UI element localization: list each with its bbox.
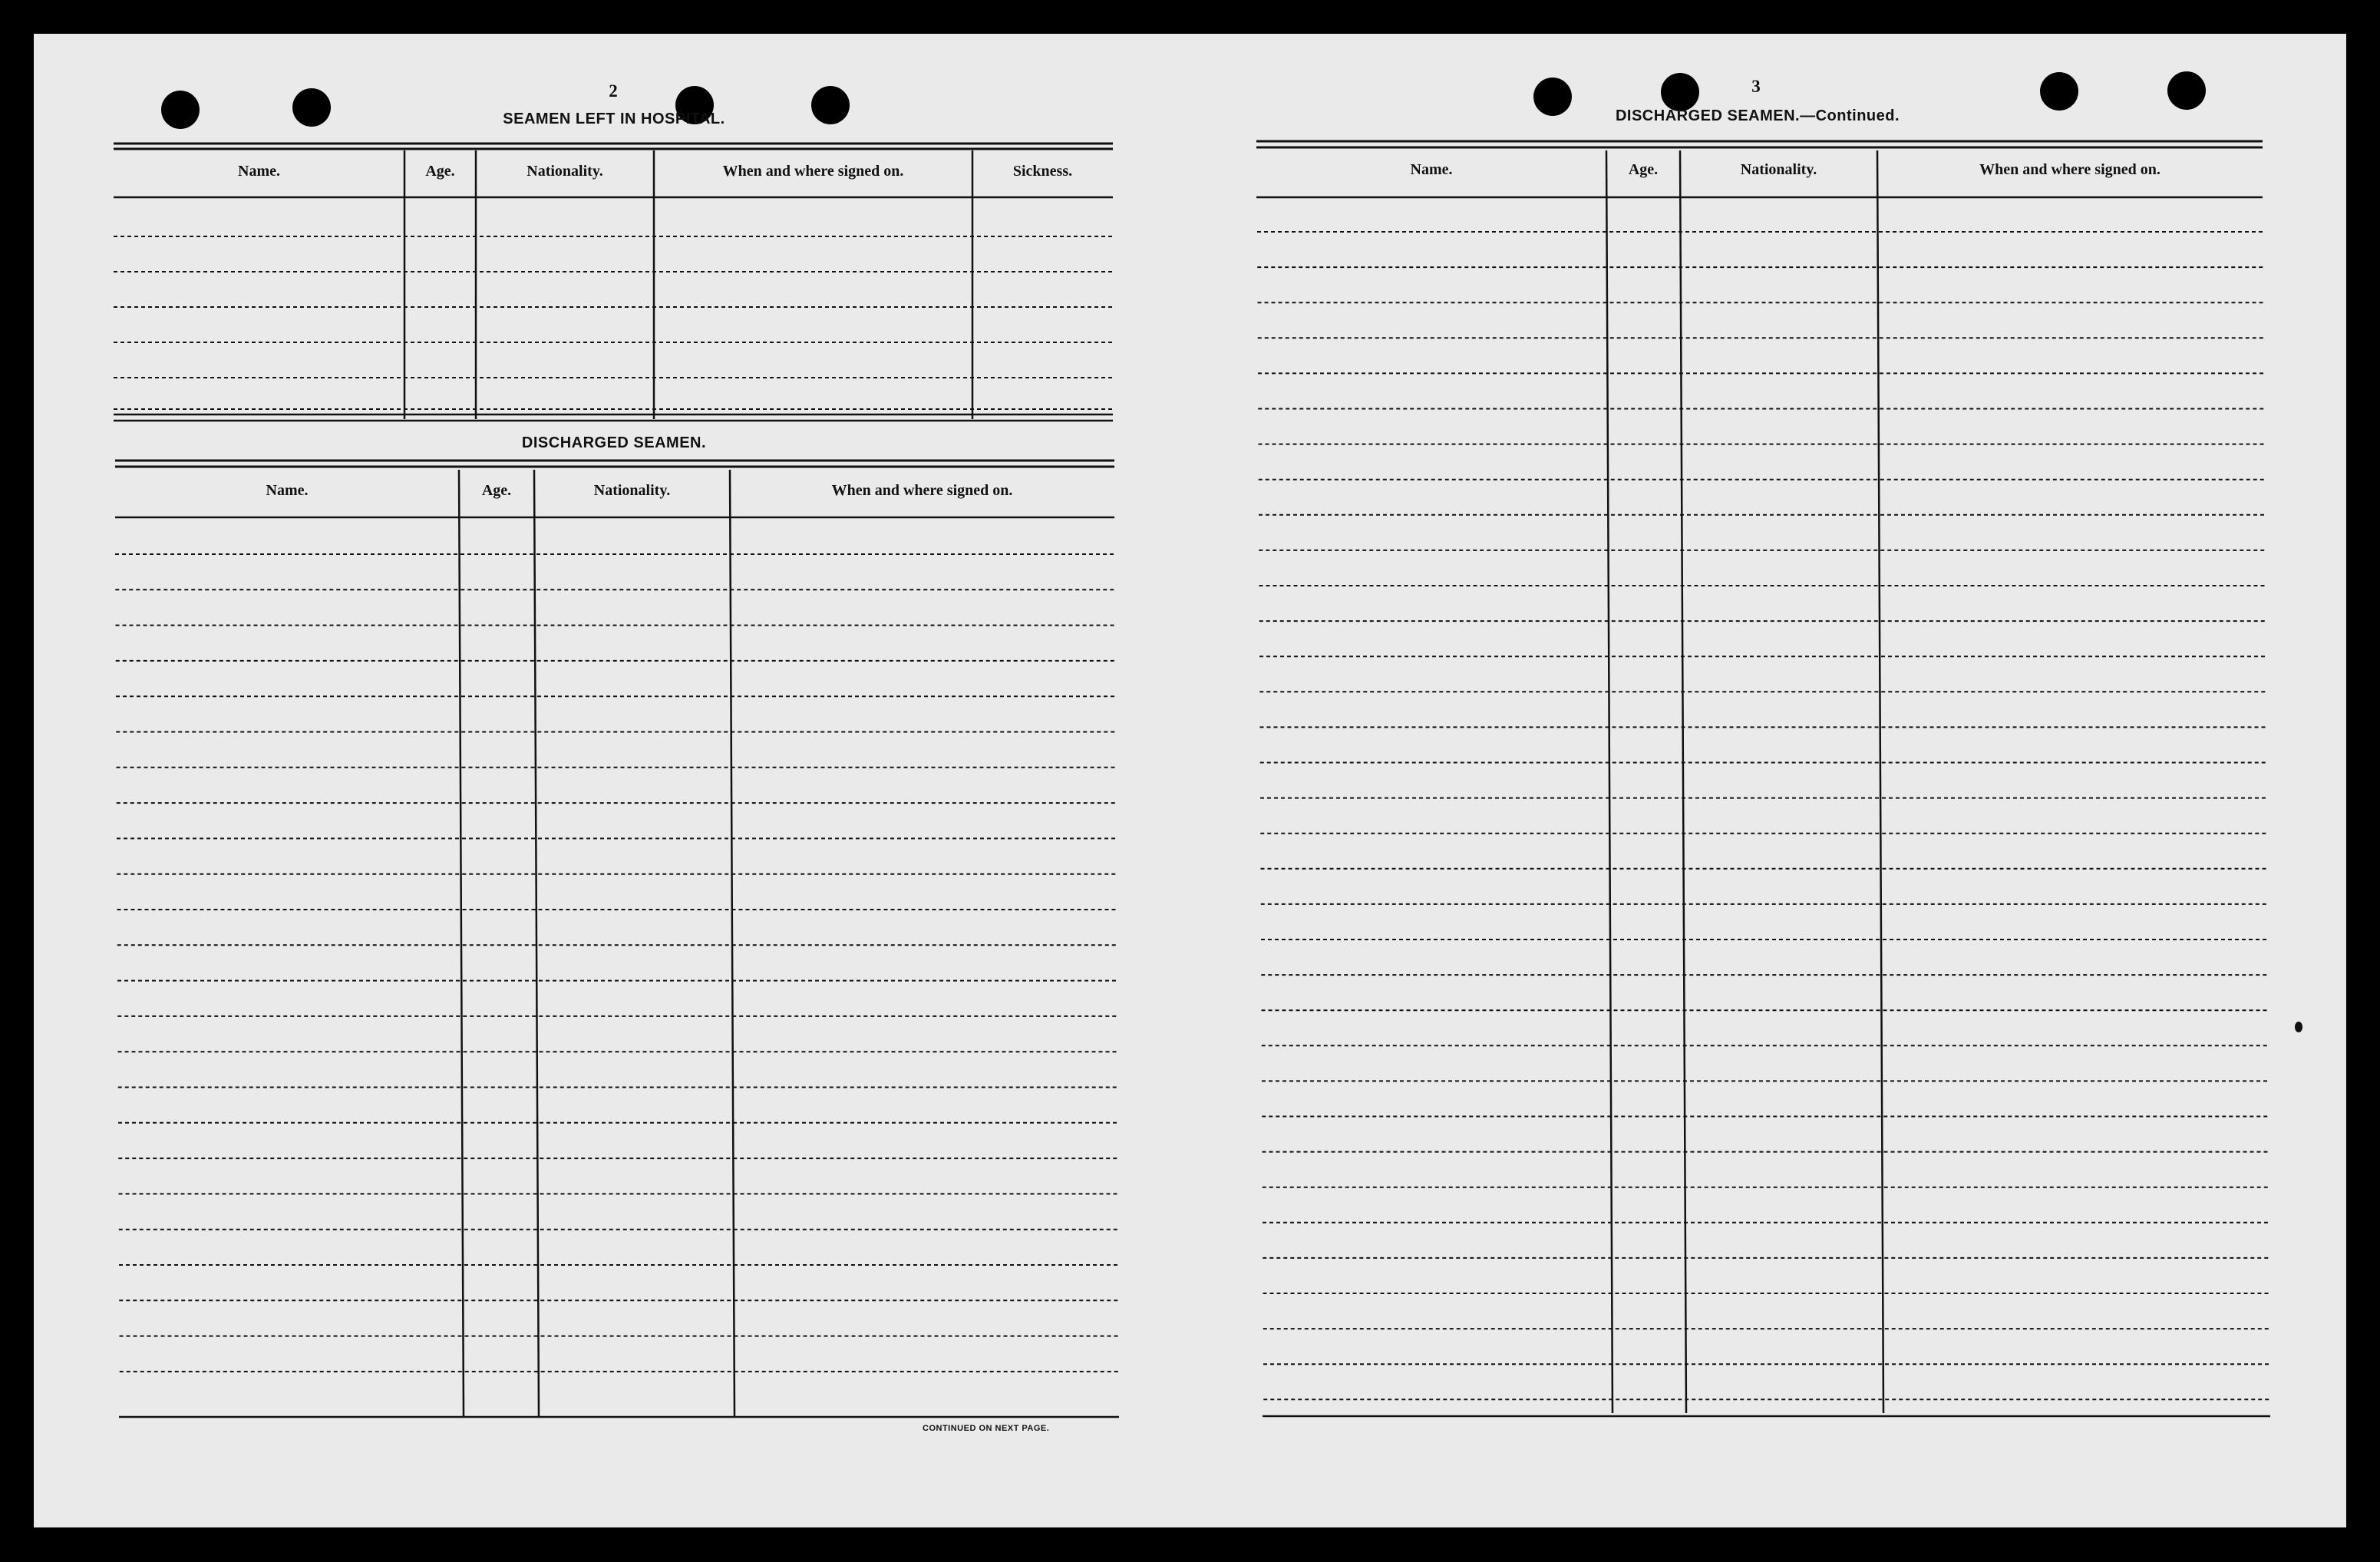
discharged-col-name: Name. [266, 482, 309, 499]
continued-col-age: Age. [1628, 161, 1659, 178]
hospital-col-nationality: Nationality. [527, 163, 603, 180]
hospital-col-name: Name. [238, 163, 280, 180]
continued-col-name: Name. [1410, 161, 1453, 178]
discharged-col-signed-on: When and where signed on. [831, 482, 1013, 499]
discharged-col-nationality: Nationality. [593, 482, 671, 499]
hospital-col-age: Age. [425, 163, 455, 180]
hospital-section-title: SEAMEN LEFT IN HOSPITAL. [503, 111, 725, 127]
hospital-col-signed-on: When and where signed on. [722, 163, 904, 180]
discharged-section-title: DISCHARGED SEAMEN. [521, 434, 707, 451]
continued-col-nationality: Nationality. [1740, 161, 1817, 178]
page-number-left: 2 [609, 81, 618, 101]
discharged-continued-title: DISCHARGED SEAMEN.—Continued. [1615, 107, 1900, 124]
continued-col-signed-on: When and where signed on. [1979, 161, 2160, 178]
page-number-right: 3 [1751, 77, 1761, 96]
hospital-col-sickness: Sickness. [1012, 163, 1073, 180]
continued-footer: CONTINUED ON NEXT PAGE. [923, 1424, 1050, 1433]
discharged-col-age: Age. [481, 482, 512, 499]
